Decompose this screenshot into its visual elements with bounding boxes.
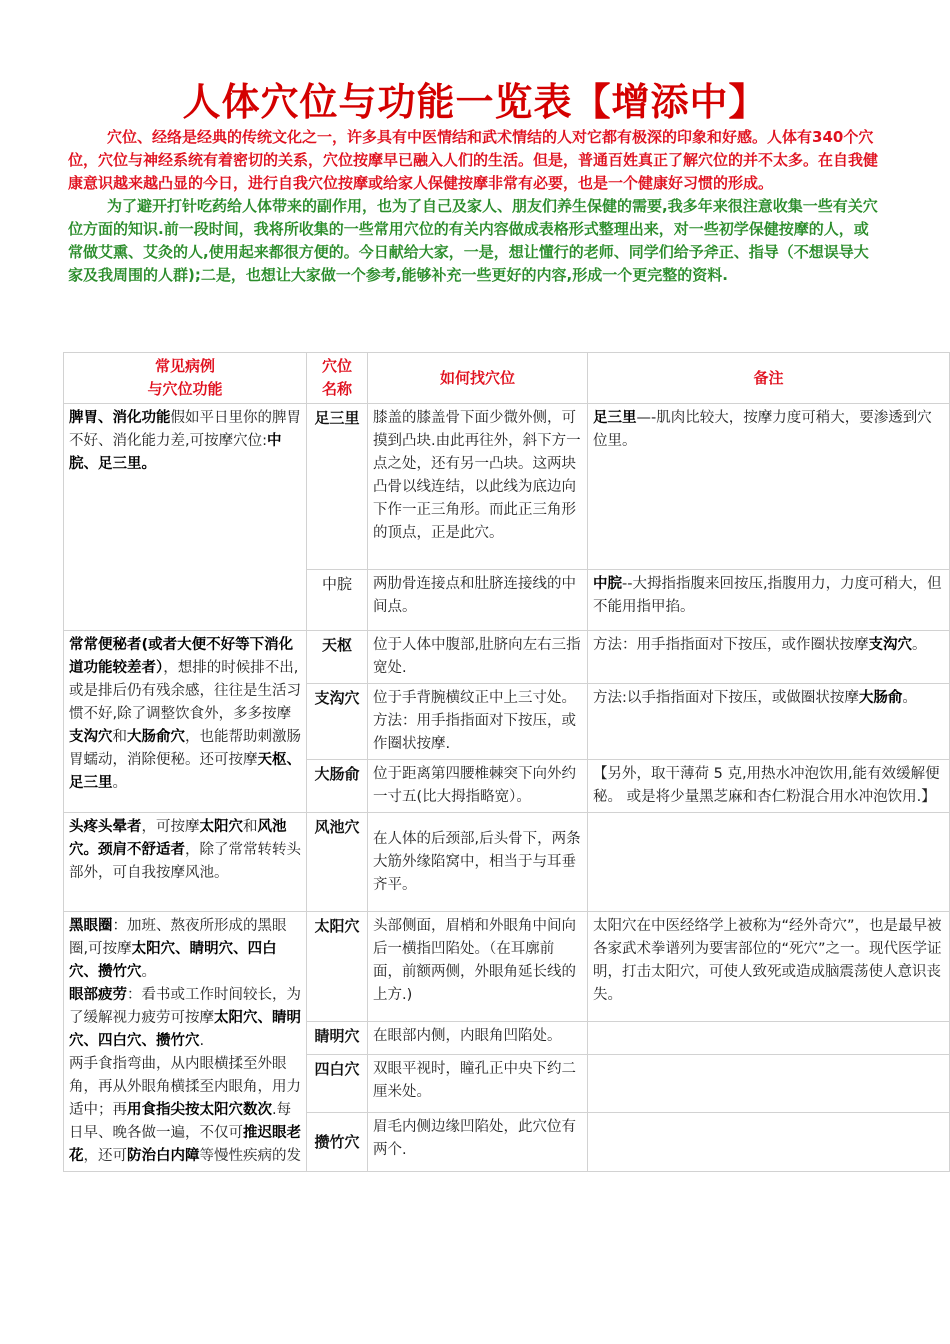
note-text: --大拇指指腹来回按压,指腹用力，力度可稍大，但不能用指甲掐。 <box>593 576 942 616</box>
point-note <box>588 813 950 912</box>
note-bold: 足三里 <box>593 410 637 426</box>
header-point-name <box>307 353 368 404</box>
point-note <box>588 1113 950 1172</box>
condition-bold: 眼部疲劳 <box>69 987 127 1003</box>
condition-text: 两手食指弯曲，从内眼横揉至外眼角，再从外眼角横揉至内眼角，用力适中；再 <box>69 1056 301 1118</box>
condition-text: 和 <box>112 729 127 745</box>
point-location: 位于人体中腹部,肚脐向左右三指宽处. <box>368 631 588 684</box>
header-name-line1: 穴位 <box>321 357 352 375</box>
condition-bold: 太阳穴 <box>199 819 243 835</box>
condition-bold: 太阳穴、睛明穴、四白穴、攒竹穴 <box>69 941 277 980</box>
condition-bold: 中脘、足三里。 <box>69 433 282 472</box>
intro-paragraph-1 <box>68 126 882 195</box>
acupoint-table <box>63 352 950 1172</box>
point-note: 【另外，取干薄荷 5 克,用热水冲泡饮用,能有效缓解便秘。 或是将少量黑芝麻和杏仁粉混合用水冲泡饮用.】 <box>588 760 950 813</box>
condition-bold: 大肠俞穴 <box>127 729 185 745</box>
condition-cell-eyes <box>64 912 307 1172</box>
condition-text: ，还可 <box>83 1148 127 1164</box>
note-bold: 大肠俞 <box>858 690 903 706</box>
header-name-line2: 名称 <box>321 380 352 398</box>
condition-text: 。 <box>141 964 156 980</box>
condition-text: ，除了常常转转头部外，可自我按摩风池。 <box>69 842 301 881</box>
header-condition-line2: 与穴位功能 <box>147 380 223 398</box>
intro-p1-text-a: 穴位、经络是经典的传统文化之一，许多具有中医情结和武术情结的人对它都有极深的印象和好感。人体有 <box>107 128 813 146</box>
table-row <box>64 631 950 684</box>
point-name-zhongwan: 中脘 <box>307 570 368 631</box>
condition-text: 。 <box>112 775 127 791</box>
condition-bold: 常常便秘者(或者大便不好等下消化道功能较差者） <box>69 637 294 676</box>
condition-bold: 脾胃、消化功能 <box>69 410 171 426</box>
condition-bold: 天枢、足三里 <box>69 752 301 791</box>
condition-bold: 风池穴。颈肩不舒适者 <box>69 819 287 858</box>
intro-p1-number: 340 <box>812 128 844 146</box>
note-text: 方法:以手指指面对下按压，或做圈状按摩 <box>593 690 859 706</box>
intro-text <box>68 126 882 287</box>
header-condition <box>64 353 307 404</box>
condition-bold: 推迟眼老花 <box>69 1125 301 1164</box>
point-name-taiyang: 太阳穴 <box>307 912 368 1022</box>
point-note <box>588 570 950 631</box>
condition-text: . <box>199 1033 205 1049</box>
condition-cell-constipation <box>64 631 307 813</box>
point-name-tianshu: 天枢 <box>307 631 368 684</box>
point-location: 在人体的后颈部,后头骨下，两条大筋外缘陷窝中，相当于与耳垂齐平。 <box>368 813 588 912</box>
point-note: 太阳穴在中医经络学上被称为“经外奇穴”，也是最早被各家武术拳谱列为要害部位的“死穴”之一。现代医学证明，打击太阳穴，可使人致死或造成脑震荡使人意识丧失。 <box>588 912 950 1022</box>
header-how-to-find: 如何找穴位 <box>368 353 588 404</box>
point-location: 膝盖的膝盖骨下面少微外侧，可摸到凸块.由此再往外，斜下方一点之处，还有另一凸块。这两块凸骨以线连结，以此线为底边向下作一正三角形。而此正三角形的顶点，正是此穴。 <box>368 404 588 570</box>
point-note <box>588 631 950 684</box>
table-header-row <box>64 353 950 404</box>
point-name-fengchi: 风池穴 <box>307 813 368 912</box>
note-text: 方法：用手指指面对下按压，或作圈状按摩 <box>593 637 869 653</box>
condition-text: 等慢性疾病的发 <box>199 1148 301 1164</box>
point-location: 两肋骨连接点和肚脐连接线的中间点。 <box>368 570 588 631</box>
condition-text: 和 <box>243 819 258 835</box>
header-notes: 备注 <box>588 353 950 404</box>
note-bold: 中脘 <box>593 576 622 593</box>
point-name-dachangshu: 大肠俞 <box>307 760 368 813</box>
note-bold: 支沟穴 <box>868 637 912 653</box>
table-row <box>64 813 950 912</box>
page-title: 人体穴位与功能一览表【增添中】 <box>182 80 768 124</box>
header-condition-line1: 常见病例 <box>154 357 215 375</box>
intro-paragraph-2: 为了避开打针吃药给人体带来的副作用，也为了自己及家人、朋友们养生保健的需要,我多年来很注意收集一些有关穴位方面的知识.前一段时间，我将所收集的一些常用穴位的有关内容做成表格形式整理出来，对一些初学保健按摩的人，或常做艾熏、艾灸的人,使用起来都很方便的。今日献给大家，一是，想让懂行的老师、同学们给予斧正、指导（不想误导大家及我周围的人群);二是，也想让大家做一个参考,能够补充一些更好的内容,形成一个更完整的资料. <box>68 197 878 284</box>
note-text: 。 <box>902 690 917 706</box>
point-note <box>588 1054 950 1113</box>
condition-bold: 太阳穴、睛明穴、四白穴、攒竹穴 <box>69 1010 301 1049</box>
condition-text: 假如平日里你的脾胃不好、消化能力差,可按摩穴位: <box>69 410 301 449</box>
point-note <box>588 404 950 570</box>
point-name-zhigou: 支沟穴 <box>307 684 368 760</box>
condition-bold: 防治白内障 <box>127 1148 200 1164</box>
intro-p1-text-b: 个穴位，穴位与神经系统有着密切的关系，穴位按摩早已融入人们的生活。但是，普通百姓真正了解穴位的并不太多。在自我健康意识越来越凸显的今日，进行自我穴位按摩或给家人保健按摩非常有必要，也是一个健康好习惯的形成。 <box>68 128 879 192</box>
point-location: 位于距离第四腰椎棘突下向外约一寸五(比大拇指略宽）。 <box>368 760 588 813</box>
point-location: 位于手背腕横纹正中上三寸处。方法：用手指指面对下按压，或作圈状按摩. <box>368 684 588 760</box>
condition-text: ，也能帮助刺激肠胃蠕动，消除便秘。还可按摩 <box>69 729 301 768</box>
point-name-zusanli: 足三里 <box>307 404 368 570</box>
point-location: 眉毛内侧边缘凹陷处，此穴位有两个. <box>368 1113 588 1172</box>
condition-text: ：看书或工作时间较长，为了缓解视力疲劳可按摩 <box>69 987 301 1026</box>
point-name-jingming: 睛明穴 <box>307 1021 368 1054</box>
point-location: 双眼平视时，瞳孔正中央下约二厘米处。 <box>368 1054 588 1113</box>
condition-cell-headache <box>64 813 307 912</box>
point-name-cuanzhu: 攒竹穴 <box>307 1113 368 1172</box>
note-text: —-肌肉比较大，按摩力度可稍大，要渗透到穴位里。 <box>593 410 932 449</box>
condition-cell-digestion <box>64 404 307 631</box>
condition-text: .每日早、晚各做一遍，不仅可 <box>69 1102 292 1141</box>
condition-text: ，想排的时候排不出,或是排后仍有残余感，往往是生活习惯不好,除了调整饮食外，多多按摩 <box>69 660 301 722</box>
condition-bold: 黑眼圈 <box>69 918 113 934</box>
table-row <box>64 404 950 570</box>
condition-bold: 支沟穴 <box>69 729 113 745</box>
condition-text: ，可按摩 <box>141 819 200 835</box>
condition-bold: 头疼头晕者 <box>69 819 142 835</box>
point-note <box>588 1021 950 1054</box>
point-note <box>588 684 950 760</box>
point-location: 在眼部内侧，内眼角凹陷处。 <box>368 1021 588 1054</box>
point-location: 头部侧面，眉梢和外眼角中间向后一横指凹陷处。（在耳廓前面，前额两侧，外眼角延长线的上方.) <box>368 912 588 1022</box>
point-name-sibai: 四白穴 <box>307 1054 368 1113</box>
condition-text: ：加班、熬夜所形成的黑眼圈,可按摩 <box>69 918 287 957</box>
table-row <box>64 912 950 1022</box>
condition-bold: 用食指尖按太阳穴数次 <box>127 1102 272 1118</box>
note-text: 。 <box>912 637 927 653</box>
